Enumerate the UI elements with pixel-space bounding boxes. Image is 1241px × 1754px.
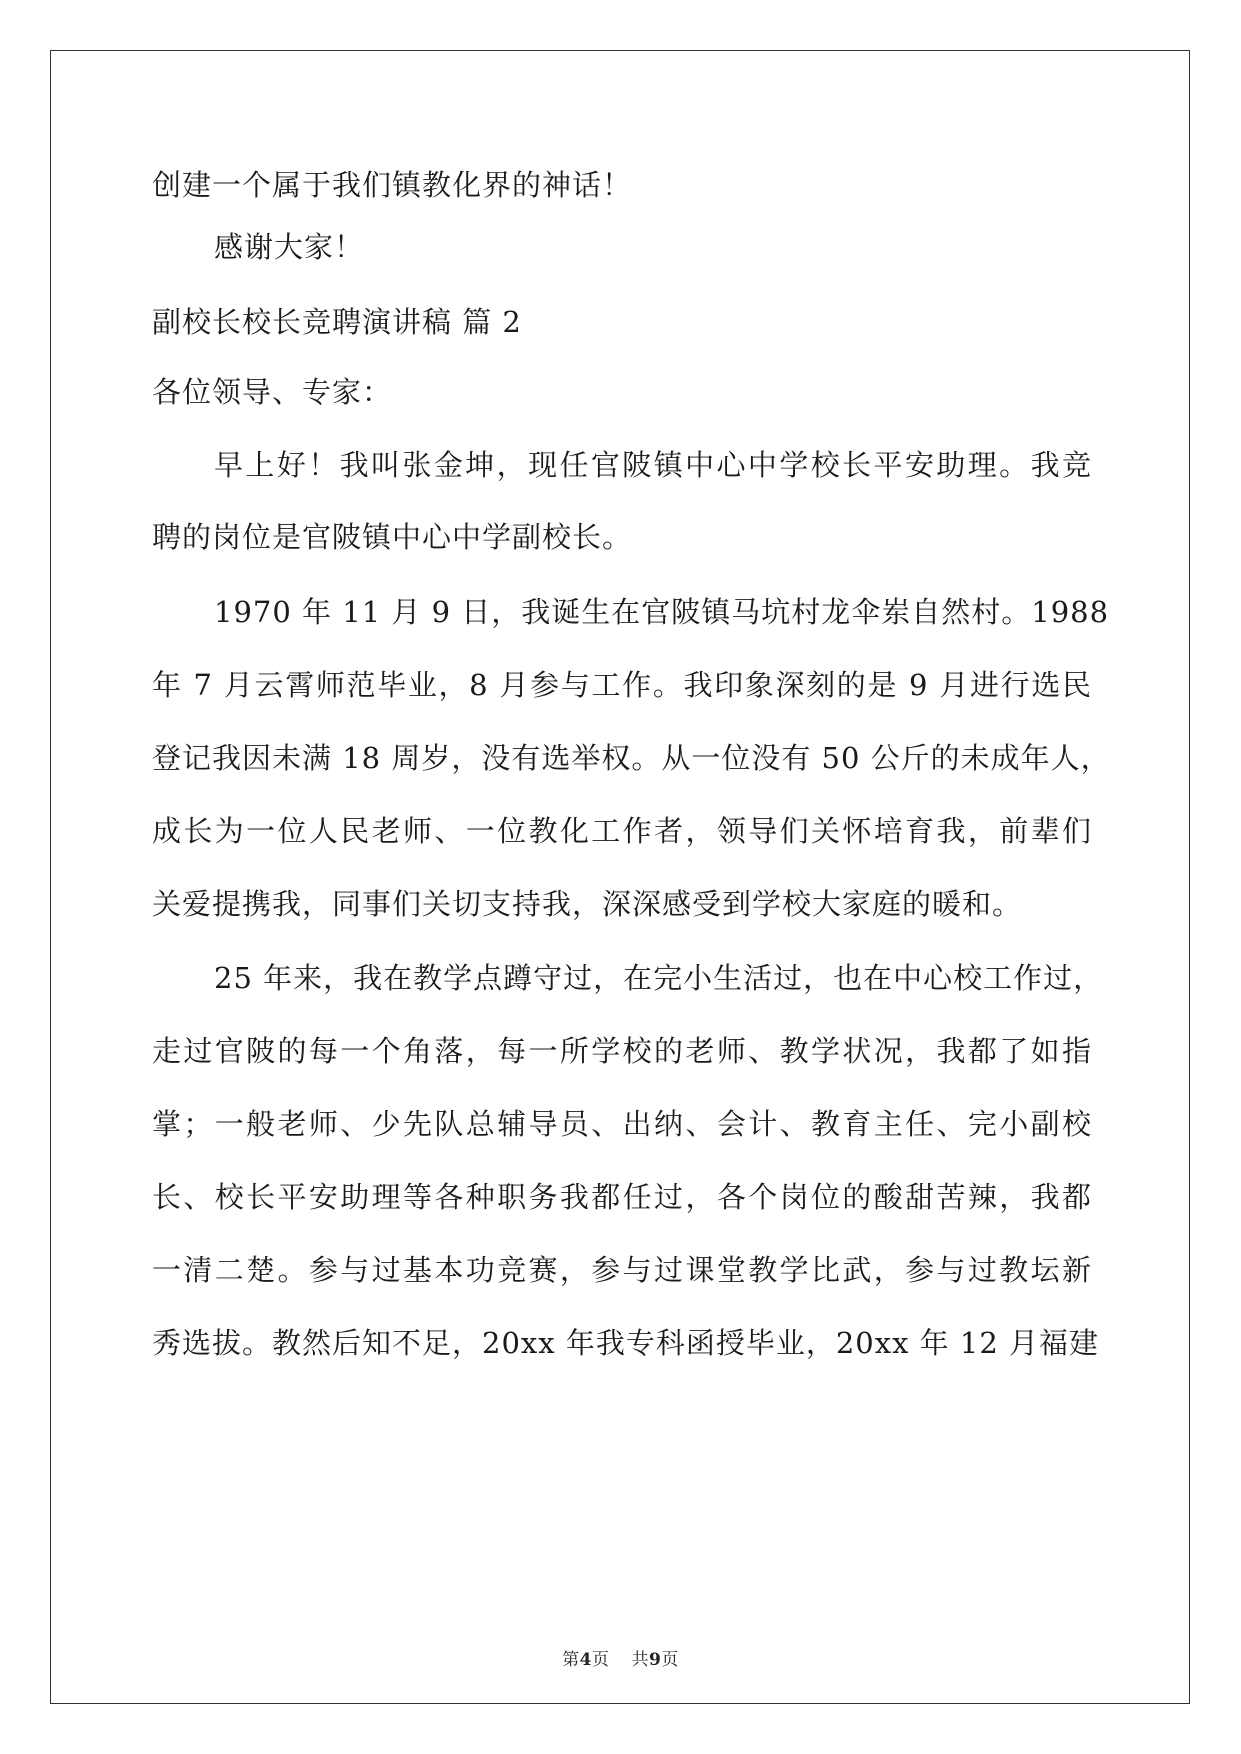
section-heading: 副校长校长竞聘演讲稿 篇 2 — [152, 305, 522, 339]
text-line: 感谢大家！ — [214, 230, 365, 264]
text-line: 成长为一位人民老师、一位教化工作者，领导们关怀培育我，前辈们 — [152, 814, 1092, 848]
total-label-suffix: 页 — [661, 1650, 679, 1670]
page-label-suffix: 页 — [592, 1650, 610, 1670]
page-footer — [0, 1645, 1241, 1670]
text-line: 年 7 月云霄师范毕业，8 月参与工作。我印象深刻的是 9 月进行选民 — [152, 668, 1092, 702]
total-label-prefix: 共 — [631, 1650, 649, 1670]
text-line: 秀选拔。教然后知不足，20xx 年我专科函授毕业，20xx 年 12 月福建 — [152, 1326, 1099, 1360]
text-line: 聘的岗位是官陂镇中心中学副校长。 — [152, 520, 633, 554]
text-line: 登记我因未满 18 周岁，没有选举权。从一位没有 50 公斤的未成年人， — [152, 741, 1111, 775]
text-line: 1970 年 11 月 9 日，我诞生在官陂镇马坑村龙伞岽自然村。1988 — [214, 595, 1110, 629]
current-page-number: 4 — [579, 1650, 592, 1670]
page-border — [50, 50, 1190, 1704]
text-line: 一清二楚。参与过基本功竞赛，参与过课堂教学比武，参与过教坛新 — [152, 1253, 1092, 1287]
total-page-number: 9 — [649, 1650, 662, 1670]
text-line: 走过官陂的每一个角落，每一所学校的老师、教学状况，我都了如指 — [152, 1034, 1092, 1068]
text-line: 长、校长平安助理等各种职务我都任过，各个岗位的酸甜苦辣，我都 — [152, 1180, 1092, 1214]
text-line: 掌；一般老师、少先队总辅导员、出纳、会计、教育主任、完小副校 — [152, 1107, 1092, 1141]
page-label-prefix: 第 — [562, 1650, 580, 1670]
text-line: 创建一个属于我们镇教化界的神话！ — [152, 168, 633, 202]
text-line: 关爱提携我，同事们关切支持我，深深感受到学校大家庭的暖和。 — [152, 887, 1023, 921]
salutation: 各位领导、专家： — [152, 375, 393, 409]
text-line: 早上好！我叫张金坤，现任官陂镇中心中学校长平安助理。我竞 — [214, 448, 1092, 482]
text-line: 25 年来，我在教学点蹲守过，在完小生活过，也在中心校工作过， — [214, 961, 1104, 995]
